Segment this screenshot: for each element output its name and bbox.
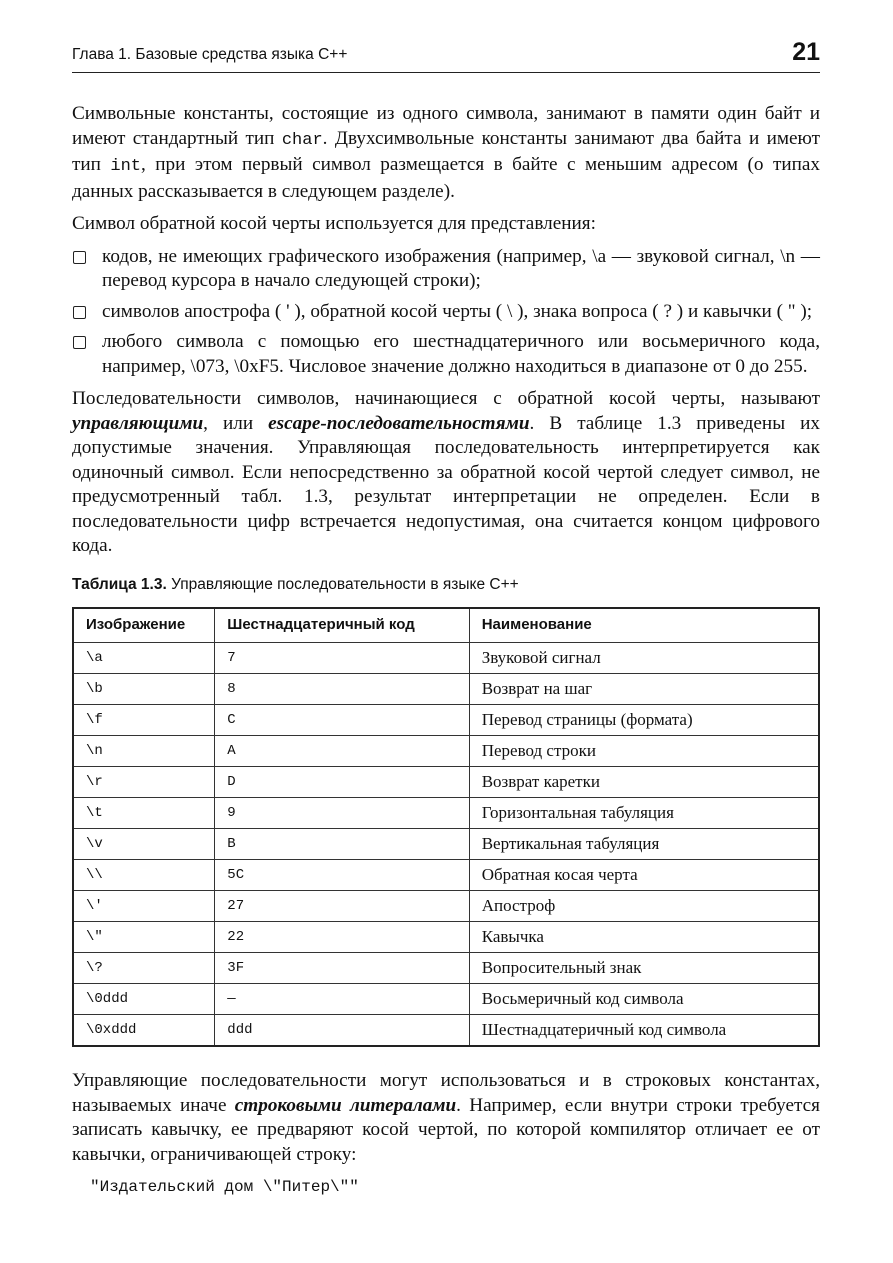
cell-name: Апостроф [469, 891, 819, 922]
cell-name: Обратная косая черта [469, 860, 819, 891]
inline-code: int [110, 157, 141, 176]
checkbox-bullet-icon [73, 251, 86, 264]
table-row [73, 891, 819, 922]
cell-hex-code: 27 [215, 891, 469, 922]
cell-name: Перевод страницы (формата) [469, 705, 819, 736]
cell-name: Шестнадцатеричный код символа [469, 1015, 819, 1047]
paragraph-string-literals [72, 1069, 820, 1167]
cell-name: Вопросительный знак [469, 953, 819, 984]
text-run: Последовательности символов, начинающиеся с обратной косой черты, называют [72, 388, 820, 409]
page-number: 21 [792, 38, 820, 66]
cell-hex-code: D [215, 767, 469, 798]
emphasis-term: строковыми литералами [234, 1094, 457, 1116]
chapter-title: Глава 1. Базовые средства языка С++ [72, 46, 348, 63]
emphasis-term: управляющими [72, 412, 204, 434]
cell-sequence: \n [73, 736, 215, 767]
table-header-row [73, 608, 819, 643]
cell-sequence: \\ [73, 860, 215, 891]
cell-sequence: \b [73, 674, 215, 705]
cell-sequence: \v [73, 829, 215, 860]
table-caption [72, 573, 820, 598]
cell-sequence: \0xddd [73, 1015, 215, 1047]
checkbox-bullet-icon [73, 336, 86, 349]
table-caption-number: Таблица 1.3. [72, 575, 167, 593]
cell-sequence: \t [73, 798, 215, 829]
list-item [72, 300, 820, 325]
cell-name: Возврат на шаг [469, 674, 819, 705]
cell-sequence: \? [73, 953, 215, 984]
cell-hex-code: ddd [215, 1015, 469, 1047]
checkbox-bullet-icon [73, 306, 86, 319]
page-header [72, 38, 820, 73]
cell-hex-code: 22 [215, 922, 469, 953]
table-row [73, 1015, 819, 1047]
cell-name: Восьмеричный код символа [469, 984, 819, 1015]
cell-hex-code: 5C [215, 860, 469, 891]
table-caption-text: Управляющие последовательности в языке С++ [166, 575, 519, 593]
cell-hex-code: 7 [215, 643, 469, 674]
cell-sequence: \f [73, 705, 215, 736]
paragraph-char-constants [72, 102, 820, 204]
cell-hex-code: B [215, 829, 469, 860]
cell-name: Возврат каретки [469, 767, 819, 798]
cell-sequence: \0ddd [73, 984, 215, 1015]
table-row [73, 798, 819, 829]
text-run: Управляющие последовательности могут использоваться и в строковых константах, называемых иначе [72, 1070, 820, 1116]
cell-sequence: \' [73, 891, 215, 922]
table-row [73, 736, 819, 767]
column-header-image: Изображение [73, 608, 215, 643]
text-run: . В таблице 1.3 приведены их допустимые значения. Управляющая последовательность интерпретируется как одиночный символ. Если непосредственно за обратной косой чертой следует символ, не предусмотренный табл. 1.3, результат интерпретации не определен. Если в последовательности цифр встречается недопустимая, она считается концом цифрового кода. [72, 412, 820, 556]
table-row [73, 984, 819, 1015]
table-row [73, 643, 819, 674]
list-item-text: символов апострофа ( ' ), обратной косой черты ( \ ), знака вопроса ( ? ) и кавычки ( " ); [102, 300, 813, 322]
cell-sequence: \a [73, 643, 215, 674]
inline-code: char [281, 130, 323, 150]
cell-sequence: \r [73, 767, 215, 798]
text-run: . Например, если внутри строки требуется записать кавычку, ее предваряют косой чертой, по которой компилятор отличает ее от кавычки, ограничивающей строку: [72, 1094, 820, 1165]
table-row [73, 953, 819, 984]
table-row [73, 705, 819, 736]
text-run: . Двухсимвольные константы занимают два байта и имеют тип [72, 127, 820, 175]
cell-name: Кавычка [469, 922, 819, 953]
cell-hex-code: — [215, 984, 469, 1015]
list-item [72, 245, 820, 294]
bullet-list [72, 245, 820, 380]
table-row [73, 922, 819, 953]
cell-hex-code: 3F [215, 953, 469, 984]
cell-name: Вертикальная табуляция [469, 829, 819, 860]
table-row [73, 767, 819, 798]
list-item-text: любого символа с помощью его шестнадцатеричного или восьмеричного кода, например, \073, \0xF5. Числовое значение должно находиться в диапазоне от 0 до 255. [102, 331, 820, 377]
cell-name: Горизонтальная табуляция [469, 798, 819, 829]
text-run: Символьные константы, состоящие из одного символа, занимают в памяти один байт и имеют стандартный тип [72, 103, 820, 149]
page-body [72, 102, 820, 1200]
cell-name: Звуковой сигнал [469, 643, 819, 674]
table-row [73, 674, 819, 705]
cell-hex-code: 8 [215, 674, 469, 705]
paragraph-escape-sequences [72, 387, 820, 559]
table-row [73, 829, 819, 860]
cell-hex-code: 9 [215, 798, 469, 829]
cell-hex-code: A [215, 736, 469, 767]
column-header-name: Наименование [469, 608, 819, 643]
list-item [72, 330, 820, 379]
text-run: , или [203, 412, 269, 434]
table-row [73, 860, 819, 891]
cell-sequence: \" [73, 922, 215, 953]
code-example: "Издательский дом \"Питер\"" [90, 1178, 359, 1196]
list-item-text: кодов, не имеющих графического изображения (например, \a — звуковой сигнал, \n — перевод курсора в начало следующей строки); [102, 245, 820, 291]
column-header-hex-code: Шестнадцатеричный код [215, 608, 469, 643]
paragraph-backslash-intro: Символ обратной косой черты используется для представления: [72, 213, 596, 234]
emphasis-term: escape-последовательностями [268, 412, 530, 434]
escape-sequences-table [72, 607, 820, 1047]
cell-hex-code: C [215, 705, 469, 736]
text-run: , при этом первый символ размещается в байте с меньшим адресом (о типах данных рассказывается в следующем разделе). [72, 154, 821, 202]
cell-name: Перевод строки [469, 736, 819, 767]
